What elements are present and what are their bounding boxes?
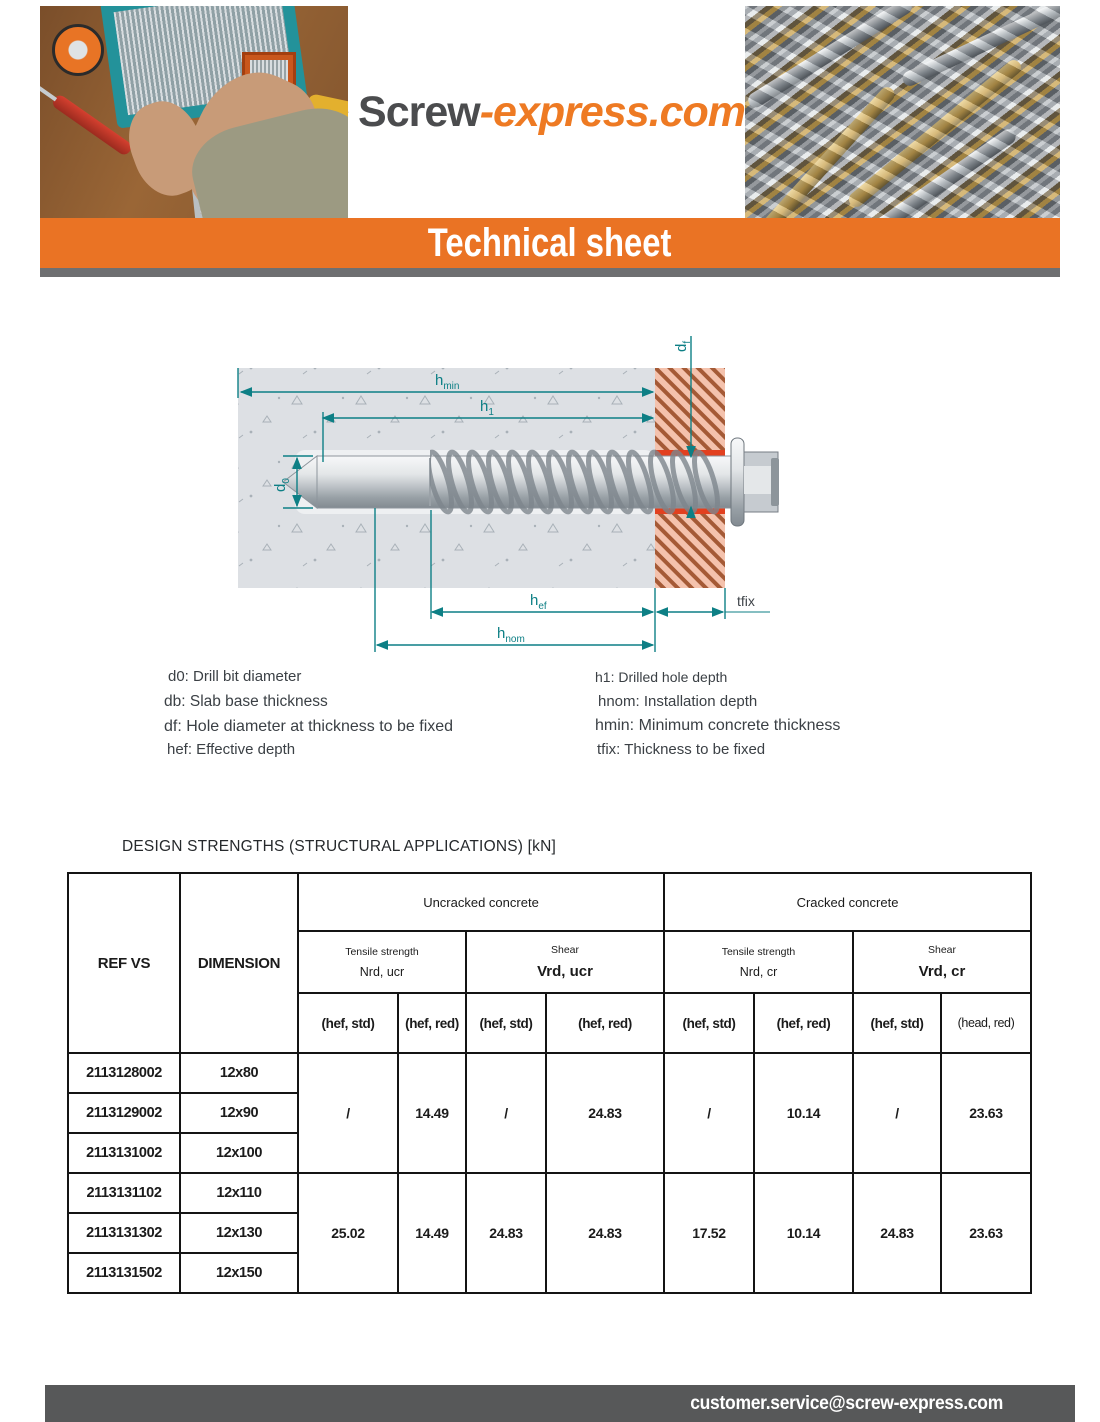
col-subheader: (hef, red): [398, 993, 466, 1053]
anchor-installation-diagram: [225, 322, 780, 667]
dimension-cell: 12x80: [180, 1053, 298, 1093]
dim-label-hmin: $h_{min}$: [435, 372, 460, 392]
legend-hmin: hmin: Minimum concrete thickness: [595, 717, 841, 734]
ref-cell: 2113128002: [68, 1053, 180, 1093]
dimension-cell: 12x150: [180, 1253, 298, 1293]
value-cell: 24.83: [466, 1173, 546, 1293]
col-subheader: (hef, red): [754, 993, 853, 1053]
legend-hnom: hnom: Installation depth: [598, 693, 758, 710]
value-cell: 17.52: [664, 1173, 754, 1293]
value-cell: 14.49: [398, 1173, 466, 1293]
value-cell: 24.83: [546, 1173, 664, 1293]
tape-measure: [52, 24, 104, 76]
logo-text-orange: -express.com: [479, 87, 745, 136]
workbench-photo: [40, 6, 348, 218]
legend-db: db: Slab base thickness: [164, 693, 328, 710]
ref-cell: 2113129002: [68, 1093, 180, 1133]
value-cell: 25.02: [298, 1173, 398, 1293]
design-strengths-table: [67, 872, 1032, 1294]
dimension-cell: 12x90: [180, 1093, 298, 1133]
legend-hef: hef: Effective depth: [167, 741, 296, 758]
dimension-cell: 12x110: [180, 1173, 298, 1213]
col-header-dimension: DIMENSION: [180, 873, 298, 1053]
legend-df: df: Hole diameter at thickness to be fixed: [164, 718, 454, 735]
banner-underline: [40, 268, 1060, 277]
value-cell: 23.63: [941, 1053, 1031, 1173]
logo-text: [358, 88, 745, 137]
dimension-cell: 12x100: [180, 1133, 298, 1173]
dim-label-d0: $d_0$: [272, 478, 292, 492]
screws-photo: [745, 6, 1060, 218]
value-cell: 14.49: [398, 1053, 466, 1173]
logo-text-dark: Screw: [358, 87, 480, 136]
value-cell: /: [466, 1053, 546, 1173]
screw-rod: [821, 126, 1018, 218]
col-subheader: (hef, std): [853, 993, 941, 1053]
legend-tfix: tfix: Thickness to be fixed: [597, 741, 766, 758]
dim-label-tfix: tfix: [737, 593, 755, 609]
dim-label-df: $d_f$: [673, 340, 693, 352]
washer: [731, 438, 744, 526]
logo: [348, 6, 745, 218]
col-subheader: (hef, std): [466, 993, 546, 1053]
screw-rod: [846, 57, 1024, 210]
screw-rod: [900, 6, 1060, 88]
col-subheader: (head, red): [941, 993, 1031, 1053]
ref-cell: 2113131002: [68, 1133, 180, 1173]
table-title: DESIGN STRENGTHS (STRUCTURAL APPLICATIONS) [kN]: [122, 838, 556, 855]
legend-h1: h1: Drilled hole depth: [595, 669, 728, 685]
screw-rod: [753, 84, 898, 218]
col-subheader: (hef, std): [298, 993, 398, 1053]
table-row: [68, 1053, 1031, 1093]
logo-arcs-icon: [348, 79, 349, 145]
col-header-cracked: Cracked concrete: [664, 873, 1031, 931]
dim-label-hef: $h_{ef}$: [530, 592, 547, 612]
ref-cell: 2113131502: [68, 1253, 180, 1293]
value-cell: /: [664, 1053, 754, 1173]
col-header-nrd-cr: Tensile strength Nrd, cr: [664, 931, 853, 993]
value-cell: /: [853, 1053, 941, 1173]
col-subheader: (hef, std): [664, 993, 754, 1053]
col-header-vrd-cr: Shear Vrd, cr: [853, 931, 1031, 993]
col-header-uncracked: Uncracked concrete: [298, 873, 664, 931]
ref-cell: 2113131102: [68, 1173, 180, 1213]
value-cell: /: [298, 1053, 398, 1173]
ref-cell: 2113131302: [68, 1213, 180, 1253]
legend-d0: d0: Drill bit diameter: [168, 668, 302, 685]
value-cell: 10.14: [754, 1053, 853, 1173]
dim-label-h1: $h_1$: [480, 398, 494, 418]
value-cell: 24.83: [546, 1053, 664, 1173]
col-subheader: (hef, red): [546, 993, 664, 1053]
dim-label-hnom: $h_{nom}$: [497, 625, 525, 645]
col-header-nrd-ucr: Tensile strength Nrd, ucr: [298, 931, 466, 993]
page-title: Technical sheet: [428, 220, 672, 265]
col-header-vrd-ucr: Shear Vrd, ucr: [466, 931, 664, 993]
banner: [40, 218, 1060, 268]
table-row: [68, 1173, 1031, 1213]
contact-email: customer.service@screw-express.com: [690, 1392, 1003, 1414]
col-header-ref-vs: REF VS: [68, 873, 180, 1053]
value-cell: 24.83: [853, 1173, 941, 1293]
screw-rod: [745, 6, 914, 110]
value-cell: 23.63: [941, 1173, 1031, 1293]
footer-bar: [45, 1385, 1075, 1422]
hex-head: [744, 452, 779, 512]
value-cell: 10.14: [754, 1173, 853, 1293]
dimension-cell: 12x130: [180, 1213, 298, 1253]
